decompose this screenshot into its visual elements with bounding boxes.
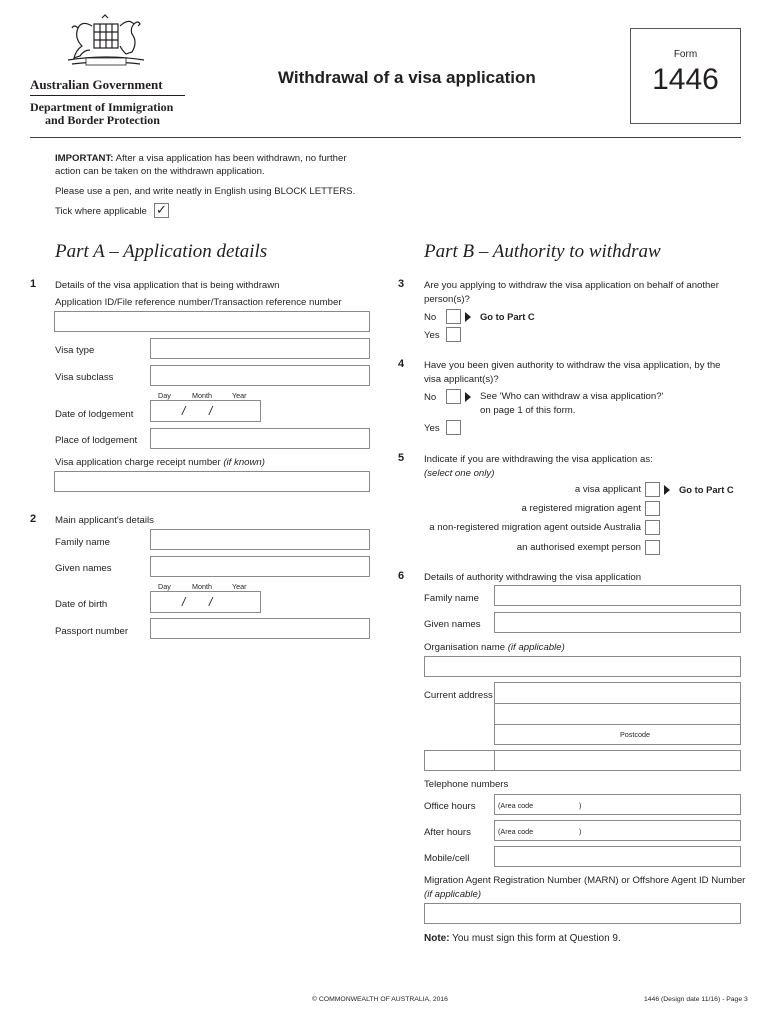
- q4-no-checkbox[interactable]: [446, 389, 461, 404]
- organisation-name-label: Organisation name (if applicable): [424, 642, 565, 653]
- gov-title: Australian Government: [30, 77, 163, 92]
- dob-month-caption: Month: [192, 582, 212, 591]
- application-id-input[interactable]: [54, 311, 370, 332]
- q5-go-to-part-c: Go to Part C: [679, 484, 734, 495]
- mobile-input[interactable]: [494, 846, 741, 867]
- receipt-number-label: Visa application charge receipt number (if known): [55, 457, 265, 468]
- option-visa-applicant-checkbox[interactable]: [645, 482, 660, 497]
- option-registered-agent-label: a registered migration agent: [521, 503, 641, 514]
- applicant-given-names-input[interactable]: [150, 556, 370, 577]
- coat-of-arms-icon: [62, 14, 150, 72]
- question-5-number: 5: [398, 452, 405, 464]
- office-hours-label: Office hours: [424, 801, 476, 812]
- option-visa-applicant-label: a visa applicant: [574, 484, 641, 495]
- question-2-number: 2: [30, 513, 37, 525]
- header-divider: [30, 95, 185, 96]
- option-exempt-person-checkbox[interactable]: [645, 540, 660, 555]
- date-of-lodgement-label: Date of lodgement: [55, 409, 134, 420]
- address-line-divider: [495, 703, 740, 704]
- q3-yes-checkbox[interactable]: [446, 327, 461, 342]
- current-address-input[interactable]: [494, 682, 741, 745]
- authority-family-name-label: Family name: [424, 593, 479, 604]
- mobile-label: Mobile/cell: [424, 853, 470, 864]
- tick-example-checkbox: ✓: [154, 203, 169, 218]
- dept-line2: and Border Protection: [45, 113, 160, 127]
- option-exempt-person-label: an authorised exempt person: [516, 542, 641, 553]
- question-4-number: 4: [398, 358, 405, 370]
- important-line1: IMPORTANT: After a visa application has been withdrawn, no further: [55, 153, 347, 164]
- date-of-birth-input[interactable]: [150, 591, 261, 613]
- after-hours-phone-input[interactable]: [494, 820, 741, 841]
- question-3-text-line2: person(s)?: [424, 294, 470, 305]
- applicant-family-name-label: Family name: [55, 537, 110, 548]
- sign-note: Note: You must sign this form at Question 9.: [424, 933, 621, 944]
- authority-family-name-input[interactable]: [494, 585, 741, 606]
- area-code-close: ): [579, 801, 582, 810]
- postcode-label: Postcode: [620, 730, 650, 739]
- application-id-label: Application ID/File reference number/Transaction reference number: [55, 297, 342, 308]
- passport-number-label: Passport number: [55, 626, 129, 637]
- receipt-number-input[interactable]: [54, 471, 370, 492]
- part-b-heading: Part B – Authority to withdraw: [424, 241, 661, 262]
- address-line-divider: [495, 724, 740, 725]
- date-of-lodgement-input[interactable]: [150, 400, 261, 422]
- question-2-text: Main applicant's details: [55, 515, 154, 526]
- important-line2: action can be taken on the withdrawn application.: [55, 166, 265, 177]
- after-hours-label: After hours: [424, 827, 471, 838]
- visa-subclass-label: Visa subclass: [55, 372, 114, 383]
- area-code-caption: (Area code: [498, 801, 534, 810]
- marn-input[interactable]: [424, 903, 741, 924]
- visa-subclass-input[interactable]: [150, 365, 370, 386]
- applicant-given-names-label: Given names: [55, 563, 112, 574]
- question-5-note: (select one only): [424, 468, 495, 479]
- q4-yes-label: Yes: [424, 423, 440, 434]
- q3-no-label: No: [424, 312, 437, 323]
- authority-given-names-input[interactable]: [494, 612, 741, 633]
- office-hours-phone-input[interactable]: [494, 794, 741, 815]
- form-number-box: [630, 28, 741, 124]
- area-code-caption: (Area code: [498, 827, 534, 836]
- tick-instruction: Tick where applicable: [55, 206, 147, 217]
- lodgement-year-caption: Year: [232, 391, 247, 400]
- question-3-number: 3: [398, 278, 405, 290]
- passport-number-input[interactable]: [150, 618, 370, 639]
- visa-type-label: Visa type: [55, 345, 95, 356]
- q3-no-checkbox[interactable]: [446, 309, 461, 324]
- q3-yes-label: Yes: [424, 330, 440, 341]
- q4-yes-checkbox[interactable]: [446, 420, 461, 435]
- email-address-field[interactable]: [494, 750, 741, 771]
- date-slash: /: [209, 595, 213, 609]
- arrow-right-icon: [465, 312, 471, 322]
- part-a-heading: Part A – Application details: [55, 241, 268, 262]
- telephone-numbers-label: Telephone numbers: [424, 779, 509, 790]
- q3-go-to-part-c: Go to Part C: [480, 311, 535, 322]
- date-slash: /: [209, 404, 213, 418]
- dob-day-caption: Day: [158, 582, 171, 591]
- option-non-registered-agent-checkbox[interactable]: [645, 520, 660, 535]
- form-label: Form: [673, 49, 698, 60]
- form-title: Withdrawal of a visa application: [278, 68, 536, 87]
- visa-type-input[interactable]: [150, 338, 370, 359]
- applicant-family-name-input[interactable]: [150, 529, 370, 550]
- form-number: 1446: [652, 63, 719, 96]
- question-3-text-line1: Are you applying to withdraw the visa application on behalf of another: [424, 280, 719, 291]
- date-slash: /: [182, 404, 186, 418]
- lodgement-day-caption: Day: [158, 391, 171, 400]
- question-1-number: 1: [30, 278, 37, 290]
- current-address-label: Current address: [424, 690, 493, 701]
- arrow-right-icon: [664, 485, 670, 495]
- copyright-text: © COMMONWEALTH OF AUSTRALIA, 2016: [312, 996, 448, 1003]
- place-of-lodgement-label: Place of lodgement: [55, 435, 138, 446]
- question-6-number: 6: [398, 570, 405, 582]
- area-code-close: ): [579, 827, 582, 836]
- dob-year-caption: Year: [232, 582, 247, 591]
- page-info: 1446 (Design date 11/16) - Page 3: [644, 996, 748, 1003]
- marn-label: Migration Agent Registration Number (MARN) or Offshore Agent ID Number: [424, 875, 746, 886]
- q4-no-label: No: [424, 392, 437, 403]
- authority-given-names-label: Given names: [424, 619, 481, 630]
- question-4-text-line2: visa applicant(s)?: [424, 374, 499, 385]
- dept-line1: Department of Immigration: [30, 100, 174, 114]
- option-registered-agent-checkbox[interactable]: [645, 501, 660, 516]
- q4-see-line2: on page 1 of this form.: [480, 405, 576, 416]
- header-rule: [30, 137, 741, 138]
- question-6-text: Details of authority withdrawing the visa application: [424, 572, 642, 583]
- date-of-birth-label: Date of birth: [55, 599, 108, 610]
- question-4-text-line1: Have you been given authority to withdraw the visa application, by the: [424, 360, 721, 371]
- pen-instruction: Please use a pen, and write neatly in English using BLOCK LETTERS.: [55, 186, 356, 197]
- q4-see-line1: See 'Who can withdraw a visa application?': [480, 391, 664, 402]
- question-5-text: Indicate if you are withdrawing the visa application as:: [424, 454, 653, 465]
- organisation-name-input[interactable]: [424, 656, 741, 677]
- date-slash: /: [182, 595, 186, 609]
- arrow-right-icon: [465, 392, 471, 402]
- option-non-registered-agent-label: a non-registered migration agent outside Australia: [429, 522, 641, 533]
- lodgement-month-caption: Month: [192, 391, 212, 400]
- marn-note: (if applicable): [424, 889, 482, 900]
- place-of-lodgement-input[interactable]: [150, 428, 370, 449]
- question-1-text: Details of the visa application that is being withdrawn: [55, 280, 280, 291]
